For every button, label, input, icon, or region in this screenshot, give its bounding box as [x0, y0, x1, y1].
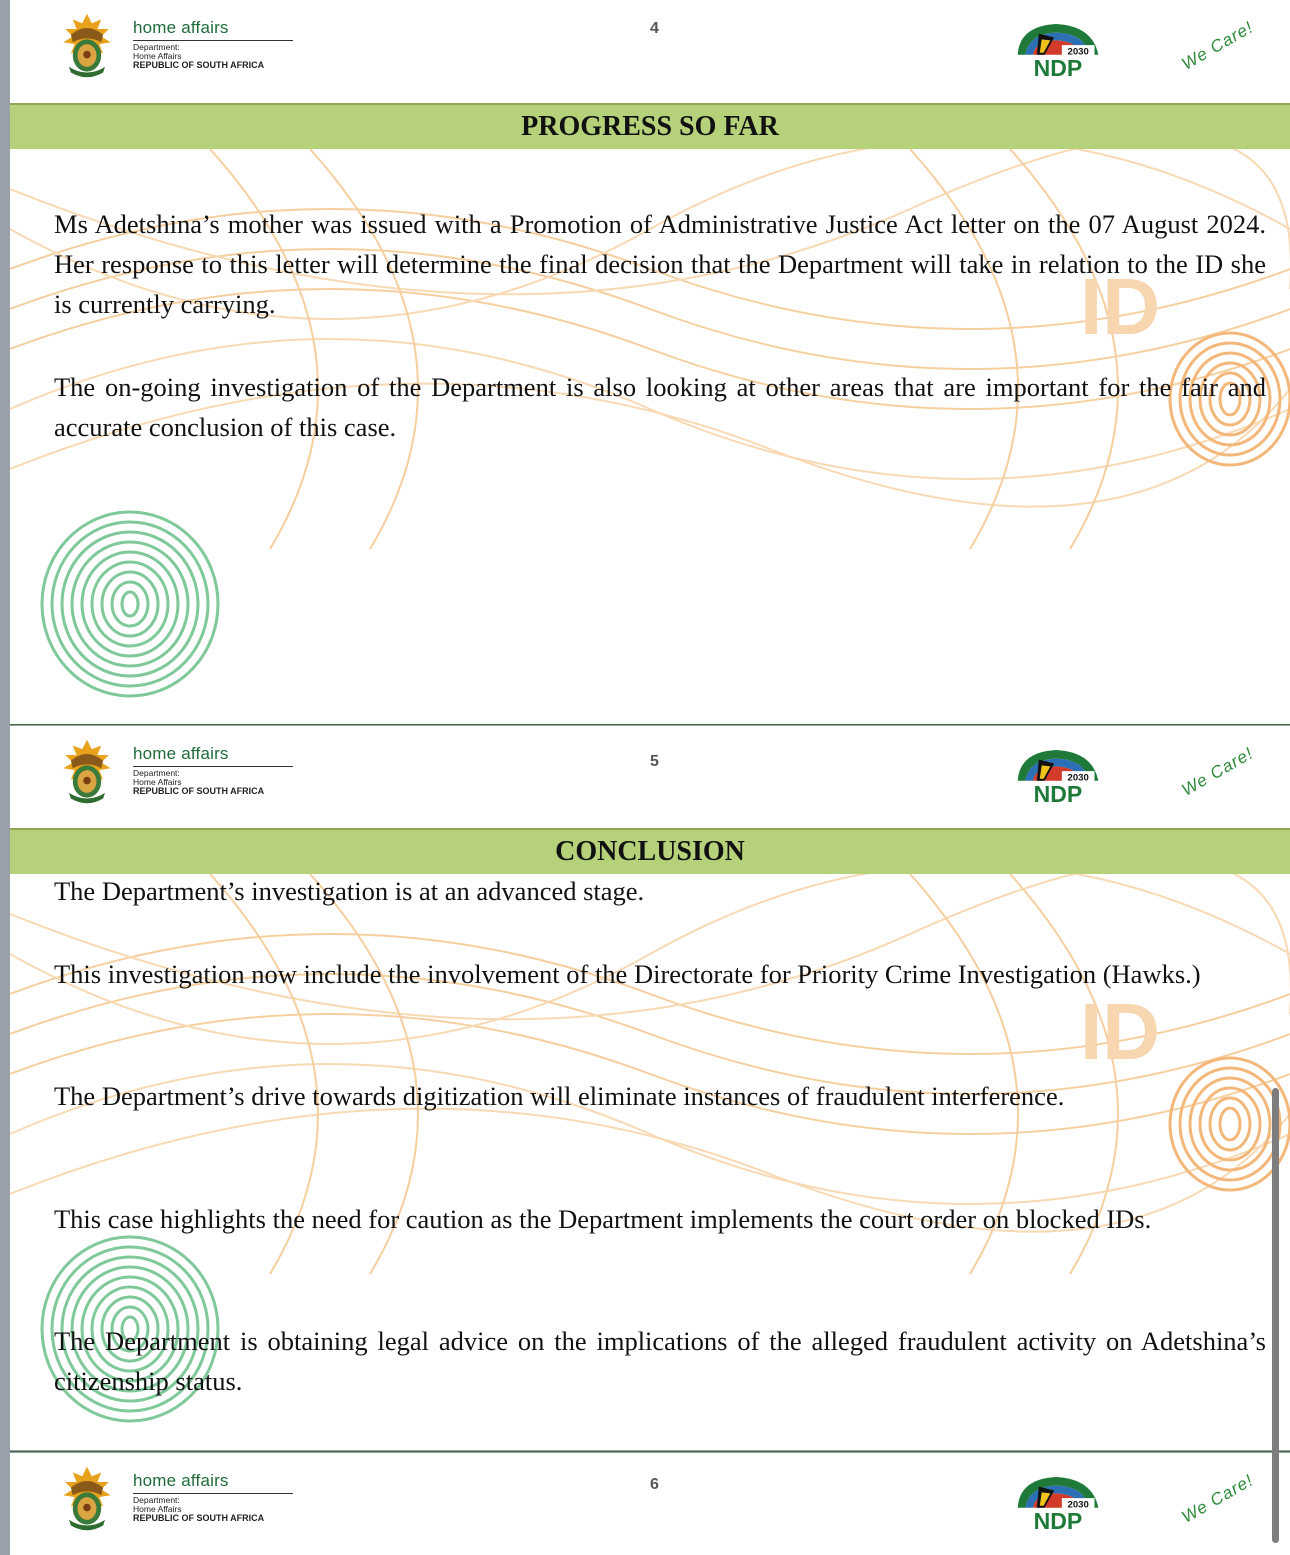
brand-block	[133, 18, 293, 70]
paragraph: The on-going investigation of the Department is also looking at other areas that are important for the fair and accurate conclusion of this case.	[54, 372, 1266, 442]
brand-line-1: Department:	[133, 768, 180, 778]
brand-line-3: REPUBLIC OF SOUTH AFRICA	[133, 1513, 265, 1523]
brand-rule	[133, 40, 293, 41]
paragraph: The Department’s investigation is at an advanced stage.	[54, 876, 645, 906]
brand-line-3: REPUBLIC OF SOUTH AFRICA	[133, 786, 265, 796]
slide-body	[10, 149, 1290, 724]
paragraph: Ms Adetshina’s mother was issued with a Promotion of Administrative Justice Act letter on the 07 August 2024. Her response to this letter will determine the final decision that the Department will take in relation to the ID she is currently carrying.	[54, 209, 1266, 319]
paragraph: This investigation now include the involvement of the Directorate for Priority Crime Investigation (Hawks.)	[54, 959, 1201, 989]
slogan: We Care!	[1178, 743, 1257, 800]
slogan: We Care!	[1178, 17, 1257, 74]
ndp-text: NDP	[1033, 1507, 1083, 1533]
ndp-year: 2030	[1067, 772, 1089, 784]
slide-header	[10, 0, 1290, 94]
slide-body	[10, 874, 1290, 1450]
brand-line-2: Home Affairs	[133, 51, 182, 61]
scrollbar[interactable]	[1272, 1088, 1279, 1543]
paragraph: This case highlights the need for caution as the Department implements the court order on blocked IDs.	[54, 1204, 1152, 1234]
ndp-logo-icon	[1010, 742, 1106, 806]
paragraph: The Department is obtaining legal advice on the implications of the alleged fraudulent activity on Adetshina’s citizenship status.	[54, 1326, 1266, 1396]
slide-header	[10, 726, 1290, 820]
brand-line-1: Department:	[133, 1495, 180, 1505]
slide-header	[10, 1453, 1290, 1547]
paragraph: The Department’s drive towards digitization will eliminate instances of fraudulent interference.	[54, 1081, 1065, 1111]
brand-block	[133, 1471, 293, 1523]
slide-divider	[10, 1451, 1290, 1452]
ndp-year: 2030	[1067, 46, 1089, 58]
brand-name: home affairs	[133, 744, 229, 763]
brand-name: home affairs	[133, 1471, 229, 1490]
slide-divider	[10, 724, 1290, 725]
ndp-text: NDP	[1033, 780, 1083, 806]
ndp-logo-icon	[1010, 1469, 1106, 1533]
slide-4	[10, 0, 1290, 724]
brand-line-2: Home Affairs	[133, 1504, 182, 1514]
slide-6	[10, 1453, 1290, 1555]
slogan: We Care!	[1178, 1470, 1257, 1527]
slide-5	[10, 726, 1290, 1450]
ndp-text: NDP	[1033, 54, 1083, 80]
page-number: 6	[650, 1476, 659, 1493]
brand-rule	[133, 766, 293, 767]
ndp-logo-icon	[1010, 16, 1106, 80]
brand-line-2: Home Affairs	[133, 777, 182, 787]
brand-name: home affairs	[133, 18, 229, 37]
fingerprint-icon	[30, 504, 230, 704]
page-number: 5	[650, 753, 659, 770]
section-title: PROGRESS SO FAR	[10, 103, 1290, 149]
brand-rule	[133, 1493, 293, 1494]
brand-block	[133, 744, 293, 796]
ndp-year: 2030	[1067, 1499, 1089, 1511]
brand-line-1: Department:	[133, 42, 180, 52]
section-title: CONCLUSION	[10, 828, 1290, 874]
brand-line-3: REPUBLIC OF SOUTH AFRICA	[133, 60, 265, 70]
coat-of-arms-icon	[54, 736, 120, 808]
coat-of-arms-icon	[54, 10, 120, 82]
page-number: 4	[650, 20, 659, 37]
coat-of-arms-icon	[54, 1463, 120, 1535]
